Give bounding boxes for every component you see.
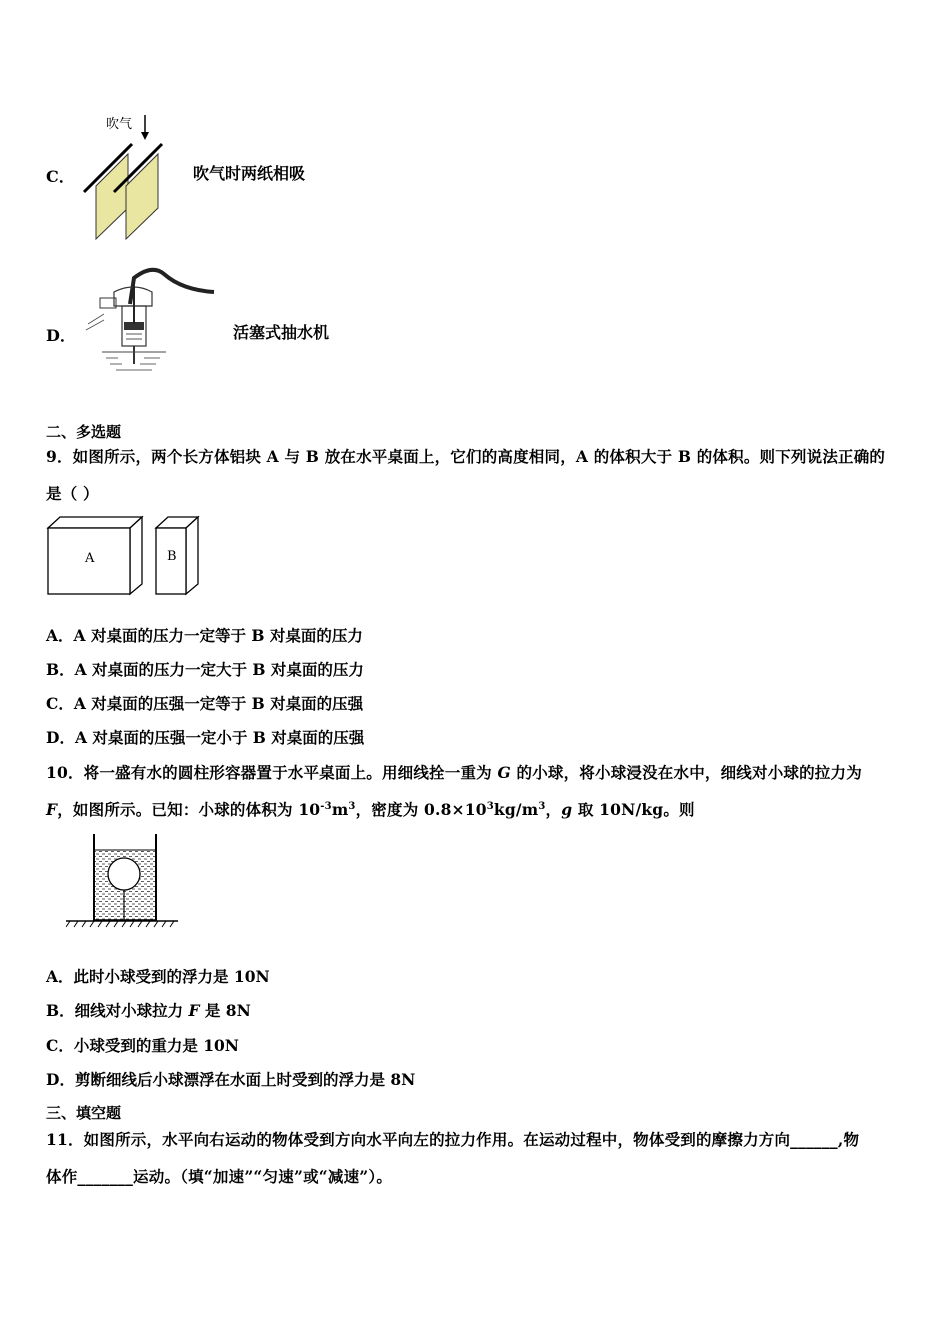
option-c-caption: 吹气时两纸相吸 xyxy=(193,164,306,183)
block-b-label: B xyxy=(167,549,177,564)
q10-option-c: C．小球受到的重力是 10N xyxy=(46,1036,239,1055)
q9-option-a: A．A 对桌面的压力一定等于 B 对桌面的压力 xyxy=(46,626,363,645)
q10-option-b: B．细线对小球拉力 F 是 8N xyxy=(46,1001,251,1020)
option-c-label: C． xyxy=(46,167,75,186)
q9-line2: 是（ ） xyxy=(46,484,99,503)
ball xyxy=(108,858,140,890)
q11-line1: 11．如图所示，水平向右运动的物体受到方向水平向左的拉力作用。在运动过程中，物体受到的摩擦力方向______,物 xyxy=(46,1130,860,1149)
q10-container-figure xyxy=(66,832,178,928)
q11-line2: 体作_______运动。（填“加速”“匀速”或“减速”）。 xyxy=(46,1167,393,1186)
q10-line1: 10．将一盛有水的圆柱形容器置于水平桌面上。用细线拴一重为 G 的小球，将小球浸没在水中，细线对小球的拉力为 xyxy=(46,763,862,782)
option-d-caption: 活塞式抽水机 xyxy=(233,323,330,342)
section-2-title: 二、多选题 xyxy=(46,423,122,441)
paper-left xyxy=(96,154,128,239)
q9-option-d: D．A 对桌面的压强一定小于 B 对桌面的压强 xyxy=(46,728,365,747)
q9-line1: 9．如图所示，两个长方体铝块 A 与 B 放在水平桌面上，它们的高度相同，A 的体积大于 B 的体积。则下列说法正确的 xyxy=(46,447,886,466)
q10-option-a: A．此时小球受到的浮力是 10N xyxy=(46,967,270,986)
blow-figure-label: 吹气 xyxy=(106,117,133,132)
block-a-label: A xyxy=(85,551,95,566)
pump-handle xyxy=(130,270,214,304)
q9-option-c: C．A 对桌面的压强一定等于 B 对桌面的压强 xyxy=(46,694,364,713)
option-d-label: D． xyxy=(46,326,76,345)
piston-pump-figure xyxy=(82,264,222,376)
q10-line2: F，如图所示。已知：小球的体积为 $10^{-3}m^3$，密度为 $0.8\times 10^3kg/m^3$，g 取 10N/kg。则 xyxy=(46,800,695,819)
paper-right xyxy=(126,154,158,239)
section-3-title: 三、填空题 xyxy=(46,1104,122,1122)
q9-option-b: B．A 对桌面的压力一定大于 B 对桌面的压力 xyxy=(46,660,364,679)
q9-blocks-figure xyxy=(46,514,206,598)
blowing-paper-figure xyxy=(70,112,180,247)
q10-option-d: D．剪断细线后小球漂浮在水面上时受到的浮力是 8N xyxy=(46,1070,416,1089)
